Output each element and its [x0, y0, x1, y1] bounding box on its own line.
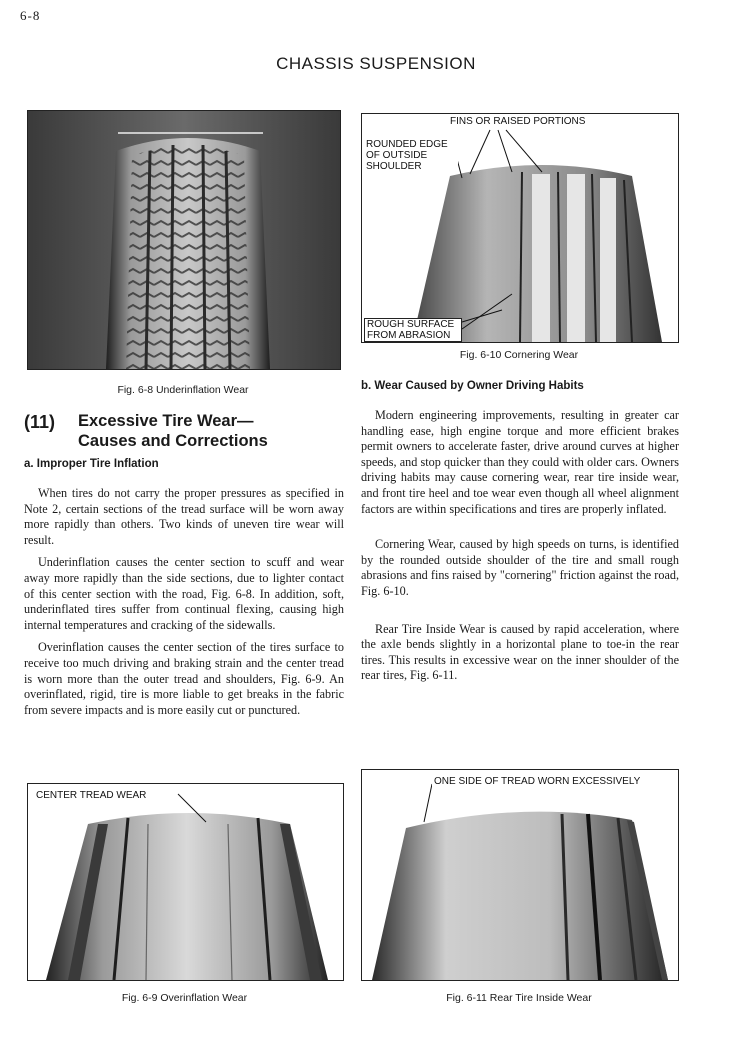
section-number: (11)	[24, 412, 56, 432]
figure-6-8-caption: Fig. 6-8 Underinflation Wear	[117, 384, 249, 396]
figure-6-8-photo	[27, 110, 341, 370]
callout-center-tread-wear: CENTER TREAD WEAR	[36, 790, 147, 801]
paragraph: Rear Tire Inside Wear is caused by rapid acceleration, where the axle bends slightly in a horizontal plane to toe-in the rear tires. This results in excessive wear on the inner shoulder of the rear tires, Fig. 6-11.	[361, 621, 679, 683]
overinflated-tire-image	[28, 784, 343, 980]
page-title: CHASSIS SUSPENSION	[276, 54, 476, 73]
subsection-a-heading: a. Improper Tire Inflation	[24, 458, 159, 470]
figure-6-10-caption: Fig. 6-10 Cornering Wear	[459, 349, 579, 361]
section-title-line-1: Excessive Tire Wear—	[78, 412, 254, 430]
paragraph: Cornering Wear, caused by high speeds on turns, is identified by the rounded outside shoulder of the tire and small rough abrasions and fins raised by "cornering" friction against the road, Fig. 6-10.	[361, 537, 679, 598]
figure-6-9-caption: Fig. 6-9 Overinflation Wear	[121, 992, 248, 1004]
rear-tire-inside-wear-image	[362, 770, 678, 980]
paragraph: Overinflation causes the center section of the tires surface to receive too much driving and braking strain and the center tread is worn more than the outer tread and shoulders, Fig. 6-9. An overinflated, rigid, tire is more liable to get breaks in the fabric from severe impacts and is more easily cut or punctured.	[24, 640, 344, 717]
paragraph: Modern engineering improvements, resulting in greater car handling ease, high engine torque and more efficient brakes permit owners to accelerate faster, drive around curves at higher speeds, and stop quicker than they could with older cars. Owners driving habits may cause cornering wear, rear tire inside wear, and front tire heel and toe wear even though all wheel alignment factors are within specifications and tires are properly inflated.	[361, 408, 679, 516]
figure-6-9-photo	[27, 783, 344, 981]
callout-fins: FINS OR RAISED PORTIONS	[450, 116, 586, 127]
paragraph: When tires do not carry the proper pressures as specified in Note 2, certain sections of the tread surface will be worn away more rapidly than others. Two kinds of uneven tire wear will result.	[24, 486, 344, 547]
figure-6-10-photo	[361, 113, 679, 343]
page-number: 6-8	[20, 8, 41, 23]
callout-one-side-worn: ONE SIDE OF TREAD WORN EXCESSIVELY	[434, 776, 641, 787]
section-title	[78, 411, 268, 451]
paragraph: Underinflation causes the center section to scuff and wear away more rapidly than the side sections, due to lighter contact of this center section with the road, Fig. 6-8. In addition, soft, underinflated tires suffer from continual flexing, causing high internal temperatures and cracking of the sidewalls.	[24, 555, 344, 632]
subsection-b-heading: b. Wear Caused by Owner Driving Habits	[361, 380, 584, 392]
subsection-a-body	[24, 486, 344, 718]
figure-6-11-caption: Fig. 6-11 Rear Tire Inside Wear	[446, 992, 592, 1004]
callout-rough-surface: ROUGH SURFACE FROM ABRASION	[364, 318, 462, 342]
section-title-line-2: Causes and Corrections	[78, 432, 268, 450]
callout-rounded-edge: ROUNDED EDGE OF OUTSIDE SHOULDER	[364, 139, 458, 172]
figure-6-11-photo	[361, 769, 679, 981]
subsection-b-body	[361, 408, 679, 684]
underinflated-tire-image	[28, 111, 340, 369]
